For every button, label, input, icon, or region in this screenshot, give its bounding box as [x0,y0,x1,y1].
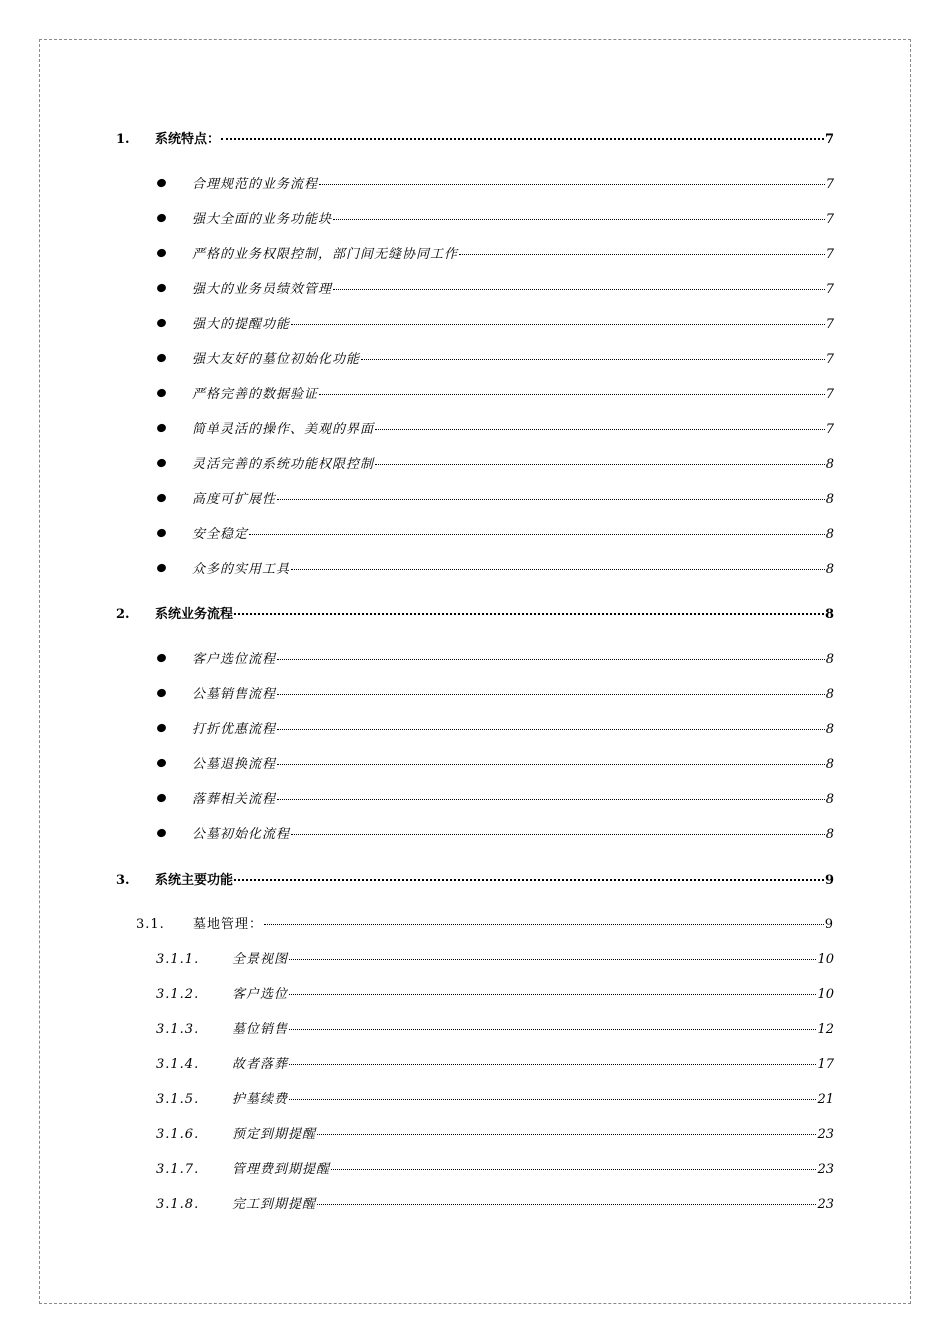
toc-bullet-item[interactable] [157,648,834,670]
dot-leader [331,1169,816,1170]
toc-page: 7 [825,247,834,262]
dot-leader [319,184,825,185]
dot-leader [277,659,825,660]
toc-entry-level3[interactable] [156,1123,834,1145]
toc-entry-level3[interactable] [156,1088,834,1110]
toc-entry-level3[interactable] [156,1193,834,1215]
bullet-icon [156,248,167,259]
toc-title: 打折优惠流程 [192,722,277,737]
toc-title: 系统主要功能 [155,873,234,888]
toc-page: 7 [825,352,834,367]
toc-number: 3.1.8. [156,1197,200,1212]
toc-page: 23 [817,1197,834,1212]
toc-title: 全景视图 [232,952,289,967]
bullet-icon [156,828,167,839]
toc-title: 系统特点： [155,132,221,147]
toc-page: 21 [817,1092,834,1107]
toc-page: 8 [825,722,834,737]
toc-entry-level3[interactable] [156,1018,834,1040]
toc-title: 高度可扩展性 [192,492,277,507]
dot-leader [289,994,816,995]
dot-leader [249,534,825,535]
toc-page: 7 [825,177,834,192]
toc-entry-2[interactable] [116,603,834,625]
dot-leader [234,613,824,615]
toc-page: 7 [825,422,834,437]
toc-number: 3.1.2. [156,987,200,1002]
toc-bullet-item[interactable] [157,278,834,300]
toc-bullet-item[interactable] [157,558,834,580]
toc-entry-level3[interactable] [156,1053,834,1075]
bullet-icon [156,318,167,329]
toc-number: 3. [116,873,130,888]
toc-number: 3.1.3. [156,1022,200,1037]
dot-leader [317,1204,816,1205]
toc-bullet-item[interactable] [157,173,834,195]
toc-entry-3[interactable] [116,869,834,891]
toc-number: 3.1.4. [156,1057,200,1072]
toc-page: 23 [817,1162,834,1177]
toc-page: 8 [825,457,834,472]
bullet-icon [156,793,167,804]
toc-page: 7 [825,317,834,332]
dot-leader [289,959,816,960]
bullet-icon [156,688,167,699]
toc-title: 强大友好的墓位初始化功能 [192,352,361,367]
toc-title: 完工到期提醒 [232,1197,317,1212]
dot-leader [333,219,825,220]
toc-bullet-item[interactable] [157,418,834,440]
toc-title: 故者落葬 [232,1057,289,1072]
bullet-icon [156,723,167,734]
toc-bullet-item[interactable] [157,208,834,230]
toc-title: 客户选位流程 [192,652,277,667]
dot-leader [361,359,825,360]
toc-title: 落葬相关流程 [192,792,277,807]
dot-leader [291,324,825,325]
toc-title: 强大的提醒功能 [192,317,291,332]
dot-leader [319,394,825,395]
toc-bullet-item[interactable] [157,313,834,335]
toc-bullet-item[interactable] [157,453,834,475]
toc-page: 17 [817,1057,834,1072]
toc-page: 9 [824,873,834,888]
bullet-icon [156,388,167,399]
bullet-icon [156,353,167,364]
toc-page: 8 [825,492,834,507]
toc-page: 7 [825,212,834,227]
toc-bullet-item[interactable] [157,718,834,740]
dot-leader [459,254,825,255]
toc-bullet-item[interactable] [157,683,834,705]
toc-entry-1[interactable] [116,128,834,150]
toc-number: 2. [116,607,130,622]
toc-entry-3-1[interactable] [136,913,834,935]
toc-bullet-item[interactable] [157,383,834,405]
bullet-icon [156,528,167,539]
toc-page: 23 [817,1127,834,1142]
toc-number: 3.1.1. [156,952,200,967]
toc-title: 严格的业务权限控制，部门间无缝协同工作 [192,247,459,262]
dot-leader [317,1134,816,1135]
dot-leader [289,1099,816,1100]
toc-page: 8 [825,792,834,807]
toc-title: 强大全面的业务功能块 [192,212,333,227]
toc-bullet-item[interactable] [157,523,834,545]
bullet-icon [156,423,167,434]
toc-entry-level3[interactable] [156,983,834,1005]
toc-title: 众多的实用工具 [192,562,291,577]
bullet-icon [156,653,167,664]
toc-title: 简单灵活的操作、美观的界面 [192,422,375,437]
toc-title: 安全稳定 [192,527,249,542]
toc-number: 3.1. [136,917,165,932]
toc-bullet-item[interactable] [157,243,834,265]
dot-leader [277,729,825,730]
toc-title: 公墓销售流程 [192,687,277,702]
toc-page: 8 [825,652,834,667]
toc-title: 预定到期提醒 [232,1127,317,1142]
toc-title: 严格完善的数据验证 [192,387,319,402]
toc-number: 3.1.5. [156,1092,200,1107]
toc-page: 7 [824,132,834,147]
toc-bullet-item[interactable] [157,348,834,370]
toc-page: 8 [825,562,834,577]
bullet-icon [156,178,167,189]
toc-title: 灵活完善的系统功能权限控制 [192,457,375,472]
toc-title: 管理费到期提醒 [232,1162,331,1177]
toc-page: 8 [825,827,834,842]
toc-page: 8 [825,687,834,702]
toc-title: 墓地管理： [193,917,264,932]
toc-page: 10 [817,987,834,1002]
toc-entry-level3[interactable] [156,1158,834,1180]
bullet-icon [156,493,167,504]
dot-leader [277,799,825,800]
toc-title: 合理规范的业务流程 [192,177,319,192]
toc-page: 8 [824,607,834,622]
bullet-icon [156,283,167,294]
toc-page: 8 [825,527,834,542]
dot-leader [291,569,825,570]
bullet-icon [156,458,167,469]
toc-page: 12 [817,1022,834,1037]
dot-leader [221,138,824,140]
toc-title: 墓位销售 [232,1022,289,1037]
toc-title: 强大的业务员绩效管理 [192,282,333,297]
dot-leader [234,879,824,881]
toc-bullet-item[interactable] [157,823,834,845]
toc-title: 系统业务流程 [155,607,234,622]
toc-title: 公墓退换流程 [192,757,277,772]
dot-leader [375,464,825,465]
dot-leader [264,924,824,925]
toc-page: 10 [817,952,834,967]
toc-entry-level3[interactable] [156,948,834,970]
dot-leader [289,1029,816,1030]
toc-page: 7 [825,387,834,402]
toc-title: 客户选位 [232,987,289,1002]
toc-number: 1. [116,132,130,147]
bullet-icon [156,758,167,769]
dot-leader [277,694,825,695]
bullet-icon [156,213,167,224]
dot-leader [289,1064,816,1065]
toc-bullet-item[interactable] [157,788,834,810]
dot-leader [277,764,825,765]
toc-title: 公墓初始化流程 [192,827,291,842]
dot-leader [375,429,825,430]
toc-page: 9 [824,917,834,932]
toc-title: 护墓续费 [232,1092,289,1107]
toc-page: 8 [825,757,834,772]
toc-number: 3.1.7. [156,1162,200,1177]
bullet-icon [156,563,167,574]
toc-page: 7 [825,282,834,297]
toc-bullet-item[interactable] [157,488,834,510]
dot-leader [291,834,825,835]
toc-bullet-item[interactable] [157,753,834,775]
dot-leader [277,499,825,500]
dot-leader [333,289,825,290]
toc-number: 3.1.6. [156,1127,200,1142]
